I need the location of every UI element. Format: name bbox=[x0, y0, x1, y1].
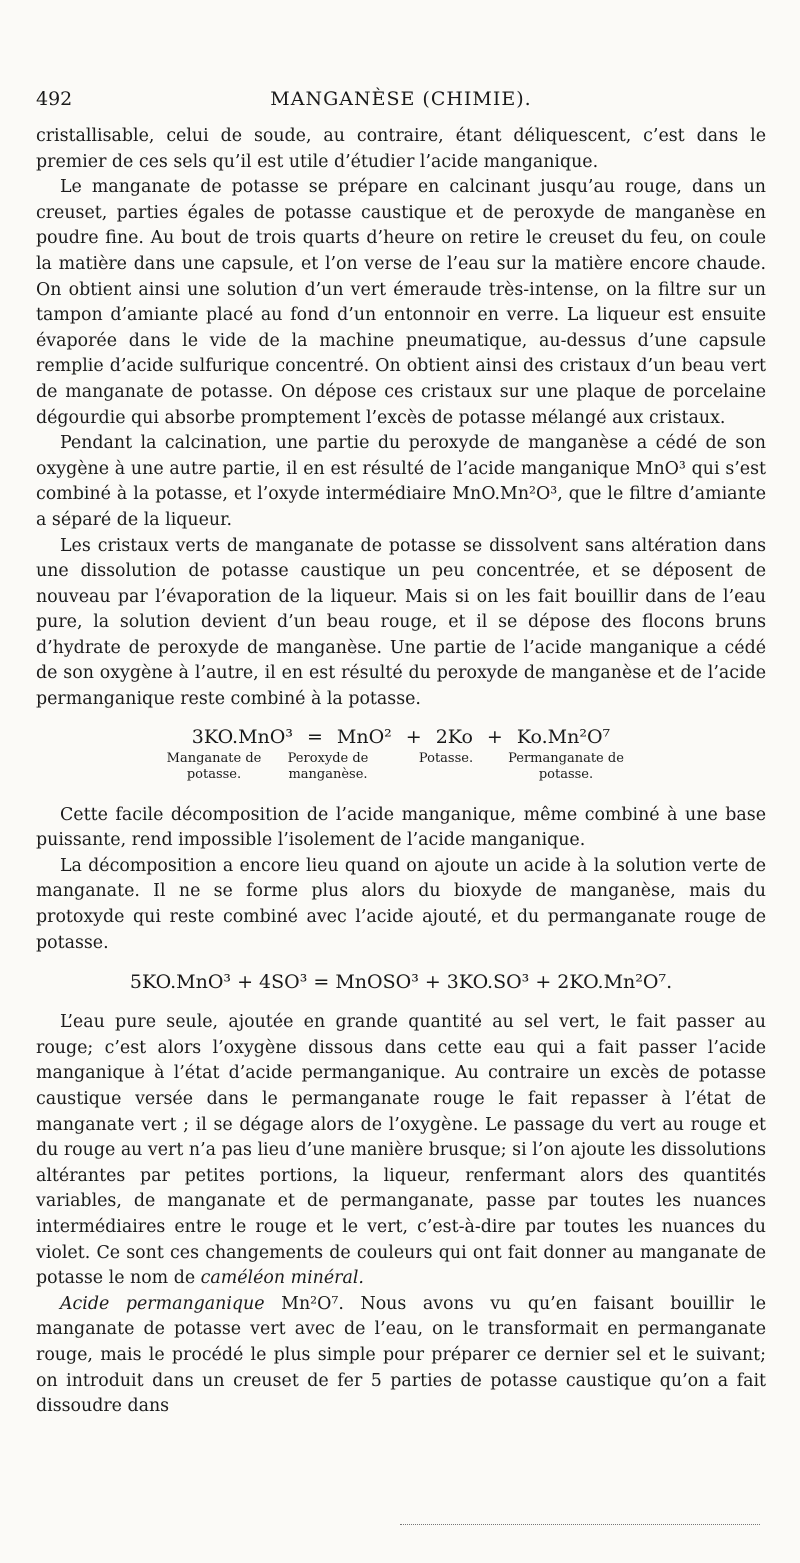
paragraph-chameleon bbox=[36, 1010, 766, 1292]
paragraph-permanganic-text: Mn²O⁷. Nous avons vu qu’en faisant bouillir le manganate de potasse vert avec de l’eau, on le transformait en permanganate rouge, mais le procédé le plus simple pour préparer ce dernier sel et le suivant; on introduit dans un creuset de fer 5 parties de potasse caustique qu’on a fait dissoudre dans bbox=[36, 1293, 767, 1417]
paragraph-decomposition: Cette facile décomposition de l’acide manganique, même combiné à une base puissante, rend impossible l’isolement de l’acide manganique. bbox=[36, 804, 766, 851]
equation-term-permanganate: Ko.Mn²O⁷ bbox=[516, 725, 611, 748]
label-manganate: Manganate de potasse. bbox=[166, 750, 262, 782]
sulfuric-equation: 5KO.MnO³ + 4SO³ = MnOSO³ + 3KO.SO³ + 2KO.Mn²O⁷. bbox=[129, 971, 673, 994]
paragraph-continuation: cristallisable, celui de soude, au contraire, étant déliquescent, c’est dans le premier de ces sels qu’il est utile d’étudier l’acide manganique. bbox=[36, 126, 766, 172]
label-permanganate: Permanganate de potasse. bbox=[508, 750, 624, 782]
equation-labels bbox=[36, 751, 766, 791]
paragraph-calcination: Pendant la calcination, une partie du peroxyde de manganèse a cédé de son oxygène à une autre partie, il en est résulté de l’acide manganique MnO³ qui s’est combiné à la potasse, et l’oxyde intermédiaire MnO.Mn²O³, que le filtre d’amiante a séparé de la liqueur. bbox=[36, 433, 766, 530]
page-header bbox=[36, 88, 766, 122]
paragraph-permanganic-acid bbox=[36, 1292, 766, 1420]
equation-term-potasse: 2Ko bbox=[435, 725, 473, 748]
equation-line bbox=[36, 723, 766, 751]
running-title: MANGANÈSE (CHIMIE). bbox=[270, 88, 532, 110]
page-number: 492 bbox=[36, 88, 73, 110]
paragraph-green-crystals: Les cristaux verts de manganate de potasse se dissolvent sans altération dans une dissolution de potasse caustique un peu concentrée, et se déposent de nouveau par l’évaporation de la liqueur. Mais si on les fait bouillir dans de l’eau pure, la solution devient d’un beau rouge, et il se dépose des flocons bruns d’hydrate de peroxyde de manganèse. Une partie de l’acide manganique a cédé de son oxygène à l’autre, il en est résulté du peroxyde de manganèse et de l’acide permanganique reste combiné à la potasse. bbox=[36, 535, 766, 710]
paragraph-preparation: Le manganate de potasse se prépare en calcinant jusqu’au rouge, dans un creuset, parties égales de potasse caustique et de peroxyde de manganèse en poudre fine. Au bout de trois quarts d’heure on retire le creuset du feu, on coule la matière dans une capsule, et l’on verse de l’eau sur la matière encore chaude. On obtient ainsi une solution d’un vert émeraude très-intense, on la filtre sur un tampon d’amiante placé au fond d’un entonnoir en verre. La liqueur est ensuite évaporée dans le vide de la machine pneumatique, au-dessus d’une capsule remplie d’acide sulfurique concentré. On obtient ainsi des cristaux d’un beau vert de manganate de potasse. On dépose ces cristaux sur une plaque de porcelaine dégourdie qui absorbe promptement l’excès de potasse mélangé aux cristaux. bbox=[36, 177, 766, 428]
label-potasse: Potasse. bbox=[418, 750, 474, 766]
equals-sign: = bbox=[306, 725, 323, 748]
decomposition-equation bbox=[36, 723, 766, 791]
paragraph-acid-addition: La décomposition a encore lieu quand on ajoute un acide à la solution verte de manganate. Il ne se forme plus alors du bioxyde de manganèse, mais du protoxyde qui reste combiné avec l’acide ajouté, et du permanganate rouge de potasse. bbox=[36, 855, 766, 953]
footer-dotted-rule bbox=[400, 1524, 760, 1525]
plus-sign: + bbox=[405, 725, 422, 748]
equation-term-peroxyde: MnO² bbox=[336, 725, 392, 748]
plus-sign: + bbox=[486, 725, 503, 748]
heading-permanganic-acid: Acide permanganique bbox=[60, 1293, 265, 1314]
body-text bbox=[36, 124, 766, 1420]
term-chameleon-mineral: caméléon minéral. bbox=[200, 1268, 364, 1289]
paragraph-chameleon-text: L’eau pure seule, ajoutée en grande quantité au sel vert, le fait passer au rouge; c’est alors l’oxygène dissous dans cette eau qui a fait passer l’acide manganique à l’état d’acide permanganique. Au contraire un excès de potasse caustique versée dans le permanganate rouge le fait repasser à l’état de manganate vert ; il se dégage alors de l’oxygène. Le passage du vert au rouge et du rouge au vert n’a pas lieu d’une manière brusque; si l’on ajoute les dissolutions altérantes par petites portions, la liqueur, renfermant alors des quantités variables, de manganate et de permanganate, passe par toutes les nuances intermédiaires entre le rouge et le vert, c’est-à-dire par toutes les nuances du violet. Ce sont ces changements de couleurs qui ont fait donner au manganate de potasse le nom de bbox=[36, 1012, 766, 1289]
label-peroxyde: Peroxyde de manganèse. bbox=[287, 750, 369, 782]
equation-term-manganate: 3KO.MnO³ bbox=[191, 725, 293, 748]
